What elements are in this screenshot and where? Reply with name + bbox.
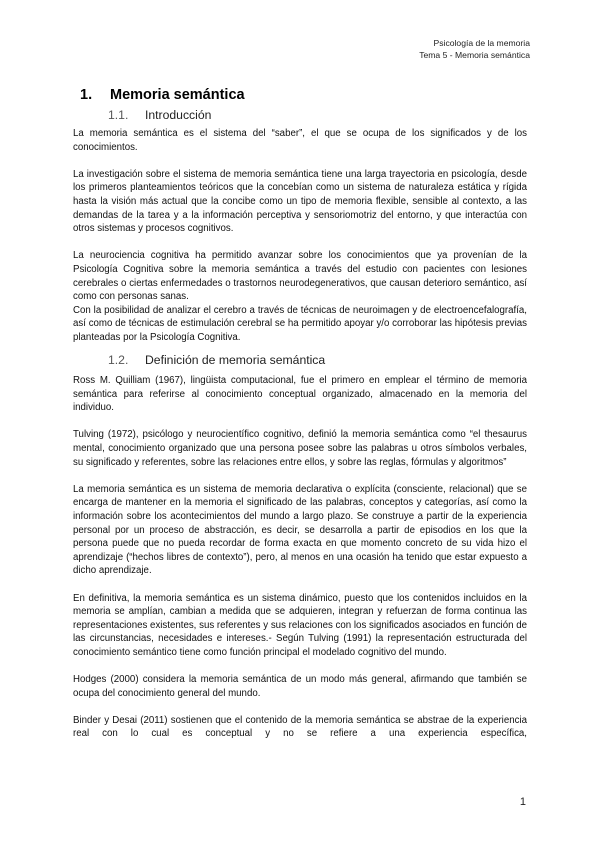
paragraph: La memoria semántica es un sistema de memoria declarativa o explícita (consciente, relacional) que se encarga de mantener en la memoria el significado de las palabras, conceptos y categorías, así como la información sobre los acontecimientos del mundo a largo plazo. Se construye a partir de la experiencia personal por un proceso de abstracción, es decir, se desarrolla a partir de episodios en los que la persona puede que no pueda recordar de forma exacta en que momento concreto de su vida hizo el aprendizaje (“hechos libres de contexto”), pero, al menos en una ocasión ha tenido que estar expuesto a dicho aprendizaje. <box>73 483 527 577</box>
paragraph: Tulving (1972), psicólogo y neurocientífico cognitivo, definió la memoria semántica como “el thesaurus mental, conocimiento organizado que una persona posee sobre las palabras u otros símbolos verbales, su significado y referentes, sobre las relaciones entre ellos, y sobre las reglas, fórmulas y algoritmos” <box>73 429 527 468</box>
paragraph: Con la posibilidad de analizar el cerebro a través de técnicas de neuroimagen y de electroencefalografía, así como de técnicas de estimulación cerebral se ha permitido apoyar y/o corroborar las hipótesis previas planteadas por la Psicología Cognitiva. <box>73 304 527 343</box>
paragraph: Binder y Desai (2011) sostienen que el contenido de la memoria semántica se abstrae de la experiencia real con lo cual es conceptual y no se refiere a una experiencia específica, <box>73 714 527 740</box>
subsection-number: 1.2. <box>108 353 129 367</box>
paragraph: La neurociencia cognitiva ha permitido avanzar sobre los conocimientos que ya provenían de la Psicología Cognitiva sobre la memoria semántica a través del estudio con pacientes con lesiones cerebrales o ciertas enfermedades o trastornos neurodegenerativos, que causan deterioro semántico, así como con personas sanas. <box>73 250 527 303</box>
paragraph: La investigación sobre el sistema de memoria semántica tiene una larga trayectoria en psicología, desde los primeros planteamientos teóricos que la concebían como un sistema de naturaleza estática y rígida hasta la visión más actual que la concibe como un tipo de memoria flexible, sensible al contexto, a las demandas de la tarea y a la información perceptiva y sensoriomotriz del entorno, y que interactúa con otros sistemas y procesos cognitivos. <box>73 168 527 235</box>
subsection-number: 1.1. <box>108 108 129 122</box>
subsection-heading-definition <box>108 353 325 367</box>
subsection-title: Introducción <box>145 108 212 122</box>
page-header <box>419 37 530 61</box>
paragraph: En definitiva, la memoria semántica es un sistema dinámico, puesto que los contenidos incluidos en la memoria se amplían, cambian a medida que se adquieren, integran y refuerzan de forma continua las representaciones existentes, sus referentes y sus relaciones con los significados asociados en función de las circunstancias, necesidades e intereses.- Según Tulving (1991) la representación estructurada del conocimiento semántico tiene como función principal el modelado cognitivo del mundo. <box>73 592 527 658</box>
paragraph: Hodges (2000) considera la memoria semántica de un modo más general, afirmando que también se ocupa del conocimiento general del mundo. <box>73 674 527 699</box>
paragraph: Ross M. Quilliam (1967), lingüista computacional, fue el primero en emplear el término de memoria semántica para referirse al conocimiento conceptual organizado, almacenado en la memoria del individuo. <box>73 375 527 414</box>
section-title: Memoria semántica <box>110 87 245 103</box>
section-heading <box>80 87 245 103</box>
intro-body <box>73 127 527 345</box>
page-number: 1 <box>519 796 526 808</box>
subsection-title: Definición de memoria semántica <box>145 353 326 367</box>
section-number: 1. <box>80 87 93 103</box>
header-course-title: Psicología de la memoria <box>433 38 530 48</box>
header-topic-title: Tema 5 - Memoria semántica <box>419 50 530 60</box>
subsection-heading-intro <box>108 108 211 122</box>
paragraph: La memoria semántica es el sistema del “saber”, el que se ocupa de los significados y de los conocimientos. <box>73 128 527 153</box>
definition-body <box>73 374 527 741</box>
